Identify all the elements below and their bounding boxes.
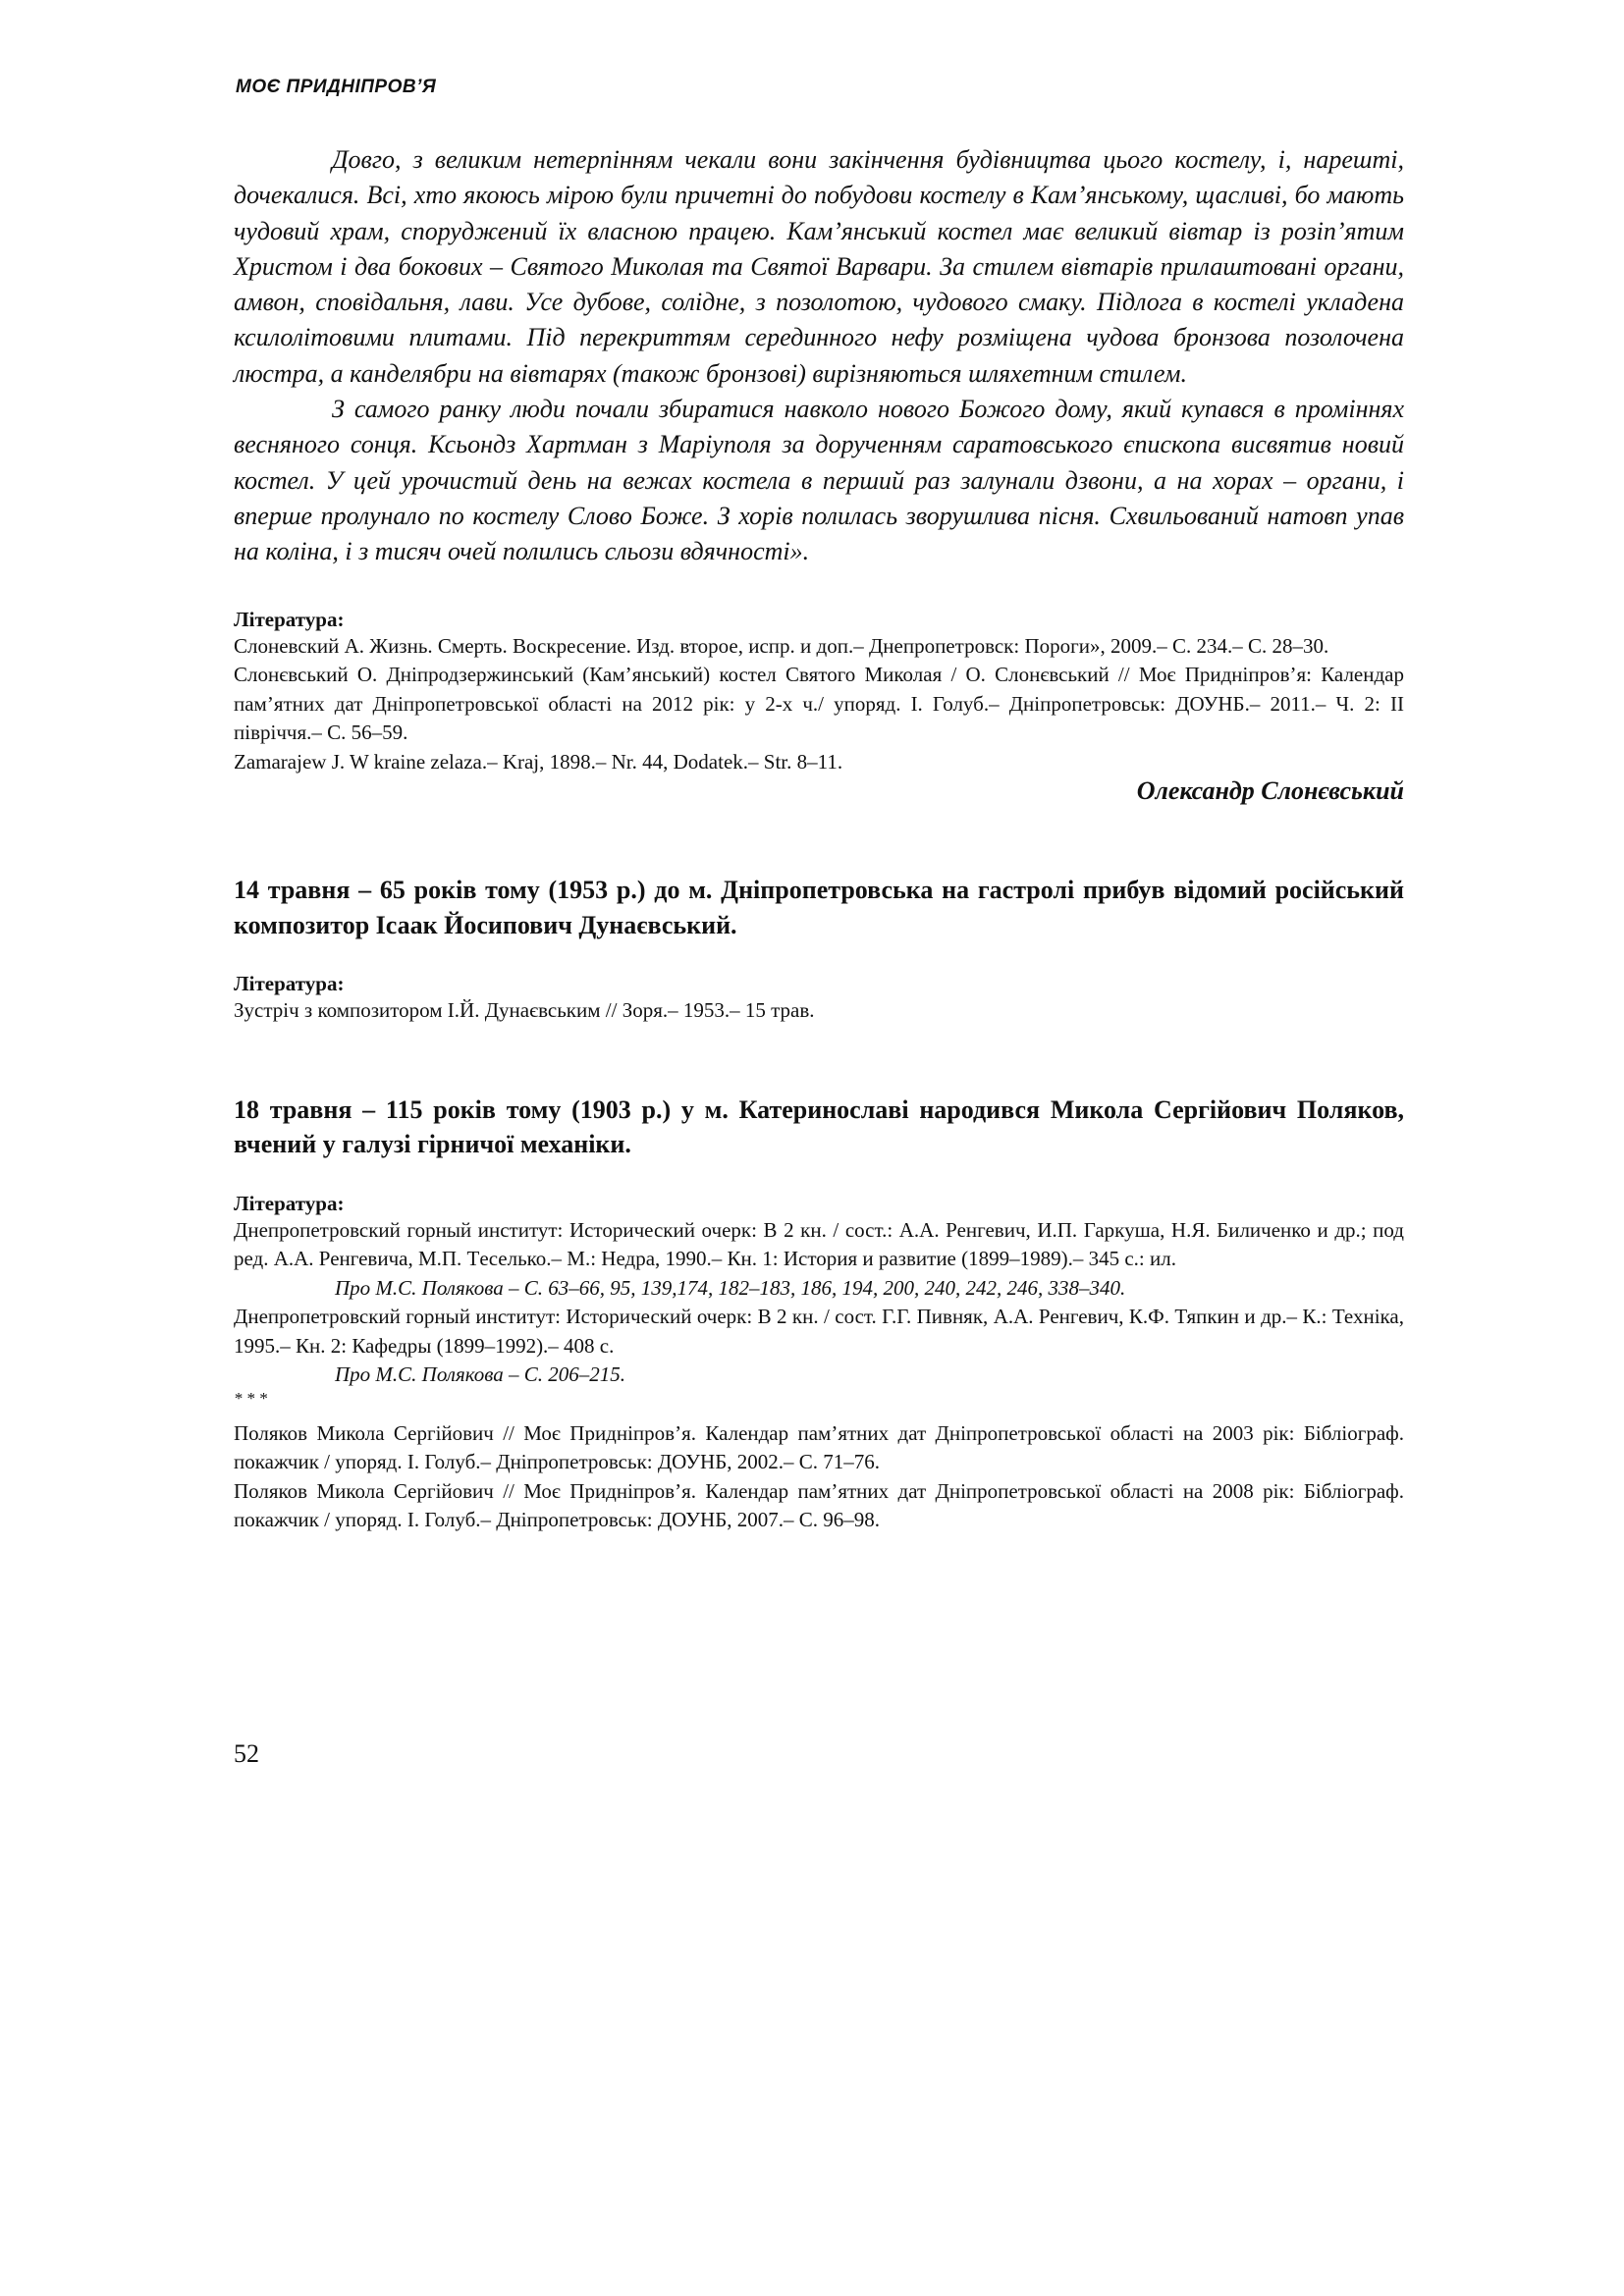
- literature-label: Література:: [234, 607, 345, 631]
- literature-item: Слоневский А. Жизнь. Смерть. Воскресение. Изд. второе, испр. и доп.– Днепропетровск: Пороги», 2009.– С. 234.– С. 28–30.: [234, 633, 1329, 658]
- literature-item: Днепропетровский горный институт: Исторический очерк: В 2 кн. / сост.: А.А. Ренгевич, И.П. Гаркуша, Н.Я. Биличенко и др.; под ред. А.А. Ренгевича, М.П. Тeселько.– М.: Недра, 1990.– Кн. 1: История и развитие (1899–1989).– 345 с.: ил.: [234, 1217, 1404, 1271]
- literature-note: Про М.С. Полякова – С. 206–215.: [335, 1362, 625, 1387]
- article-dunaevsky: [234, 873, 1404, 1026]
- literature-item: Слонєвський О. Дніпродзержинський (Кам’янський) костел Святого Миколая / О. Слонєвський // Моє Придніпров’я: Календар пам’ятних дат Дніпропетровської області на 2012 рік: у 2-х ч./ упоряд. І. Голуб.– Дніпропетровськ: ДОУНБ.– 2011.– Ч. 2: ІІ півріччя.– С. 56–59.: [234, 663, 1404, 745]
- article-church-continuation: [234, 142, 1404, 806]
- literature-label: Література:: [234, 972, 345, 996]
- event-heading: 18 травня – 115 років тому (1903 р.) у м. Катеринославі народився Микола Сергійович Поляков, вчений у галузі гірничої механіки.: [234, 1095, 1404, 1159]
- literature-item: Поляков Микола Сергійович // Моє Придніпров’я. Календар пам’ятних дат Дніпропетровської області на 2003 рік: Бібліограф. покажчик / упоряд. І. Голуб.– Дніпропетровськ: ДОУНБ, 2002.– С. 71–76.: [234, 1420, 1404, 1474]
- literature-item: Зустріч з композитором І.Й. Дунаєвським // Зоря.– 1953.– 15 трав.: [234, 998, 815, 1023]
- body-paragraph: Довго, з великим нетерпінням чекали вони закінчення будівництва цього костелу, і, нарешті, дочекалися. Всі, хто якоюсь мірою були причетні до побудови костелу в Кам’янському, щасливі, бо мають чудовий храм, споруджений їх власною працею. Кам’янський костел має великий вівтар із розіп’ятим Христом і два бокових – Святого Миколая та Святої Варвари. За стилем вівтарів прилаштовані органи, амвон, сповідальня, лави. Усе дубове, солідне, з позолотою, чудового смаку. Підлога в костелі укладена ксилолітовими плитами. Під перекриттям серединного нефу розміщена чудова бронзова позолочена люстра, а канделябри на вівтарях (також бронзові) вирізняються шляхетним стилем.: [234, 145, 1404, 388]
- section-separator: * * *: [234, 1388, 267, 1408]
- literature-item: Днепропетровский горный институт: Исторический очерк: В 2 кн. / сост. Г.Г. Пивняк, А.А. Ренгевич, К.Ф. Тяпкин и др.– К.: Техніка, 1995.– Кн. 2: Кафедры (1899–1992).– 408 с.: [234, 1305, 1404, 1358]
- page-number: 52: [234, 1739, 259, 1768]
- running-header: МОЄ ПРИДНІПРОВ’Я: [236, 77, 437, 97]
- literature-label: Література:: [234, 1191, 345, 1215]
- literature-item: Zamarajew J. W kraine zelaza.– Kraj, 1898.– Nr. 44, Dodatek.– Str. 8–11.: [234, 749, 843, 774]
- body-paragraph: З самого ранку люди почали збиратися навколо нового Божого дому, який купався в проміннях весняного сонця. Ксьондз Хартман з Маріуполя за дорученням саратовського єпископа висвятив новий костел. У цей урочистий день на вежах костела в перший раз залунали дзвони, а на хорах – органи, і вперше пролунало по костелу Слово Боже. З хорів полилась зворушлива пісня. Схвильований натовп упав на коліна, і з тисяч очей полились сльози вдячності».: [234, 395, 1404, 566]
- article-author: Олександр Слонєвський: [1136, 776, 1404, 806]
- page-content: [234, 142, 1404, 1535]
- event-heading: 14 травня – 65 років тому (1953 р.) до м. Дніпропетровська на гастролі прибув відомий російський композитор Ісаак Йосипович Дунаєвський.: [234, 876, 1404, 939]
- literature-item: Поляков Микола Сергійович // Моє Придніпров’я. Календар пам’ятних дат Дніпропетровської області на 2008 рік: Бібліограф. покажчик / упоряд. І. Голуб.– Дніпропетровськ: ДОУНБ, 2007.– С. 96–98.: [234, 1478, 1404, 1532]
- literature-note: Про М.С. Полякова – С. 63–66, 95, 139,174, 182–183, 186, 194, 200, 240, 242, 246, 338–340.: [335, 1275, 1126, 1300]
- article-polyakov: [234, 1093, 1404, 1535]
